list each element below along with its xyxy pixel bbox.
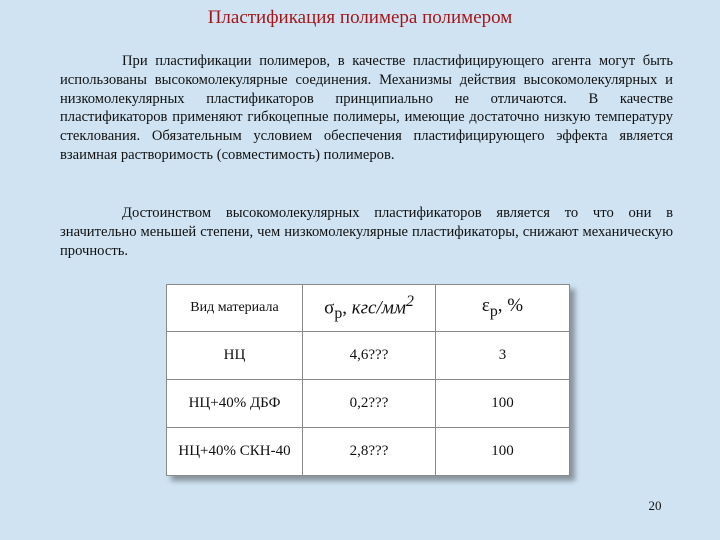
sigma-separator: , (342, 297, 352, 319)
page-number: 20 (648, 498, 662, 513)
table-header-row (167, 285, 570, 332)
header-sigma (303, 285, 436, 332)
table-row (167, 380, 570, 428)
cell-eps: 100 (436, 380, 570, 428)
cell-material: НЦ+40% СКН-40 (167, 428, 303, 476)
sigma-symbol: σ (324, 297, 335, 319)
table-row (167, 332, 570, 380)
cell-material: НЦ (167, 332, 303, 380)
cell-sigma: 0,2??? (303, 380, 436, 428)
header-eps (436, 285, 570, 332)
eps-unit: , % (497, 295, 524, 317)
paragraph-intro: При пластификации полимеров, в качестве пластифицирующего агента могут быть использованы высокомолекулярные соединения. Механизмы действия высокомолекулярных и низкомолекулярных пластификаторов принципиально не отличаются. В качестве пластификаторов применяют гибкоцепные полимеры, имеющие достаточно низкую температуру стеклования. Обязательным условием обеспечения пластифицирующего эффекта является взаимная растворимость (совместимость) полимеров. (60, 53, 673, 163)
properties-table (166, 284, 570, 476)
header-material: Вид материала (167, 285, 303, 332)
paragraph-advantage: Достоинством высокомолекулярных пластификаторов является то что они в значительно меньшей степени, чем низкомолекулярные пластификаторы, снижают механическую прочность. (60, 205, 673, 259)
sigma-unit-power: 2 (406, 292, 414, 310)
cell-eps: 100 (436, 428, 570, 476)
eps-subscript: р (489, 302, 498, 320)
cell-sigma: 2,8??? (303, 428, 436, 476)
sigma-subscript: р (334, 305, 343, 323)
eps-symbol: ε (481, 295, 490, 317)
cell-material: НЦ+40% ДБФ (167, 380, 303, 428)
cell-sigma: 4,6??? (303, 332, 436, 380)
table-row (167, 428, 570, 476)
sigma-unit: кгс/мм (351, 297, 406, 319)
slide-title: Пластификация полимера полимером (207, 7, 513, 28)
cell-eps: 3 (436, 332, 570, 380)
